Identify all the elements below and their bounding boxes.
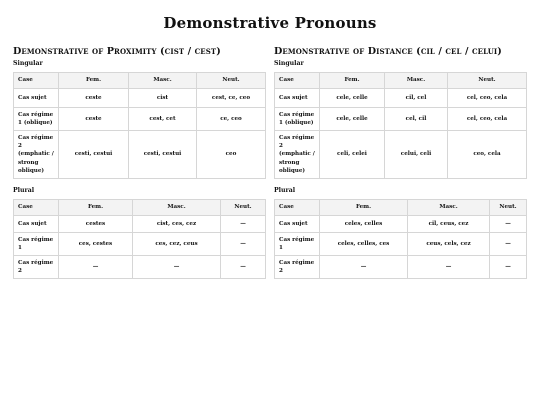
proximity-heading: Demonstrative of Proximity (cist / cest)	[13, 46, 221, 57]
case-cell: Cas régime 1 (oblique)	[275, 108, 320, 131]
header-case: Case	[14, 199, 59, 215]
header-case: Case	[275, 73, 320, 89]
distance-heading: Demonstrative of Distance (cil / cel / celui)	[274, 46, 502, 57]
fem-cell: cesti, cestui	[59, 131, 129, 179]
proximity-singular-label: Singular	[13, 60, 43, 67]
neut-cell: cel, ceo, cela	[448, 108, 527, 131]
fem-cell: ceste	[59, 89, 129, 108]
table-row	[275, 215, 527, 232]
header-masc: Masc.	[385, 73, 448, 89]
masc-cell: —	[133, 255, 221, 278]
neut-cell: ce, ceo	[197, 108, 266, 131]
header-case: Case	[14, 73, 59, 89]
fem-cell: celes, celles, ces	[320, 232, 408, 255]
masc-cell: ces, cez, ceus	[133, 232, 221, 255]
fem-cell: ces, cestes	[59, 232, 133, 255]
header-fem: Fem.	[59, 73, 129, 89]
neut-cell: cel, ceo, cela	[448, 89, 527, 108]
masc-cell: ceus, cels, cez	[408, 232, 490, 255]
case-cell: Cas régime 1 (oblique)	[14, 108, 59, 131]
proximity-singular-table	[13, 72, 266, 179]
case-cell: Cas sujet	[14, 215, 59, 232]
distance-singular-table	[274, 72, 527, 179]
table-header-row	[275, 73, 527, 89]
table-row	[14, 255, 266, 278]
masc-cell: cest, cet	[129, 108, 197, 131]
header-masc: Masc.	[408, 199, 490, 215]
case-cell: Cas régime 1	[14, 232, 59, 255]
distance-plural-table	[274, 199, 527, 279]
table-row	[275, 232, 527, 255]
header-fem: Fem.	[59, 199, 133, 215]
page-title: Demonstrative Pronouns	[163, 14, 377, 32]
case-cell: Cas régime 2 (emphatic / strong oblique)	[14, 131, 59, 179]
case-cell: Cas sujet	[275, 89, 320, 108]
fem-cell: celi, celei	[320, 131, 385, 179]
table-row	[14, 131, 266, 179]
header-fem: Fem.	[320, 73, 385, 89]
header-masc: Masc.	[133, 199, 221, 215]
table-header-row	[14, 199, 266, 215]
case-cell: Cas sujet	[14, 89, 59, 108]
neut-cell: —	[221, 255, 266, 278]
header-neut: Neut.	[221, 199, 266, 215]
masc-cell: celui, celi	[385, 131, 448, 179]
table-header-row	[14, 73, 266, 89]
neut-cell: ceo	[197, 131, 266, 179]
neut-cell: —	[221, 215, 266, 232]
neut-cell: —	[221, 232, 266, 255]
fem-cell: ceste	[59, 108, 129, 131]
fem-cell: cestes	[59, 215, 133, 232]
fem-cell: celes, celles	[320, 215, 408, 232]
distance-plural-label: Plural	[274, 186, 296, 194]
proximity-section	[13, 46, 266, 279]
fem-cell: —	[59, 255, 133, 278]
table-row	[275, 131, 527, 179]
table-row	[275, 89, 527, 108]
masc-cell: cel, cil	[385, 108, 448, 131]
masc-cell: —	[408, 255, 490, 278]
case-cell: Cas régime 2	[14, 255, 59, 278]
masc-cell: cil, ceus, cez	[408, 215, 490, 232]
header-neut: Neut.	[448, 73, 527, 89]
header-fem: Fem.	[320, 199, 408, 215]
distance-section	[274, 46, 527, 279]
neut-cell: cest, ce, ceo	[197, 89, 266, 108]
table-row	[14, 89, 266, 108]
table-row	[14, 232, 266, 255]
neut-cell: —	[490, 255, 527, 278]
fem-cell: —	[320, 255, 408, 278]
proximity-plural-label: Plural	[13, 186, 35, 194]
table-row	[14, 108, 266, 131]
case-cell: Cas sujet	[275, 215, 320, 232]
fem-cell: cele, celle	[320, 89, 385, 108]
header-neut: Neut.	[197, 73, 266, 89]
distance-singular-label: Singular	[274, 60, 304, 67]
masc-cell: cist	[129, 89, 197, 108]
case-cell: Cas régime 1	[275, 232, 320, 255]
case-cell: Cas régime 2	[275, 255, 320, 278]
neut-cell: —	[490, 232, 527, 255]
fem-cell: cele, celle	[320, 108, 385, 131]
table-row	[14, 215, 266, 232]
proximity-plural-table	[13, 199, 266, 279]
header-neut: Neut.	[490, 199, 527, 215]
masc-cell: cil, cel	[385, 89, 448, 108]
table-header-row	[275, 199, 527, 215]
table-row	[275, 108, 527, 131]
neut-cell: —	[490, 215, 527, 232]
neut-cell: ceo, cela	[448, 131, 527, 179]
masc-cell: cist, ces, cez	[133, 215, 221, 232]
case-cell: Cas régime 2 (emphatic / strong oblique)	[275, 131, 320, 179]
table-row	[275, 255, 527, 278]
masc-cell: cesti, cestui	[129, 131, 197, 179]
header-case: Case	[275, 199, 320, 215]
header-masc: Masc.	[129, 73, 197, 89]
